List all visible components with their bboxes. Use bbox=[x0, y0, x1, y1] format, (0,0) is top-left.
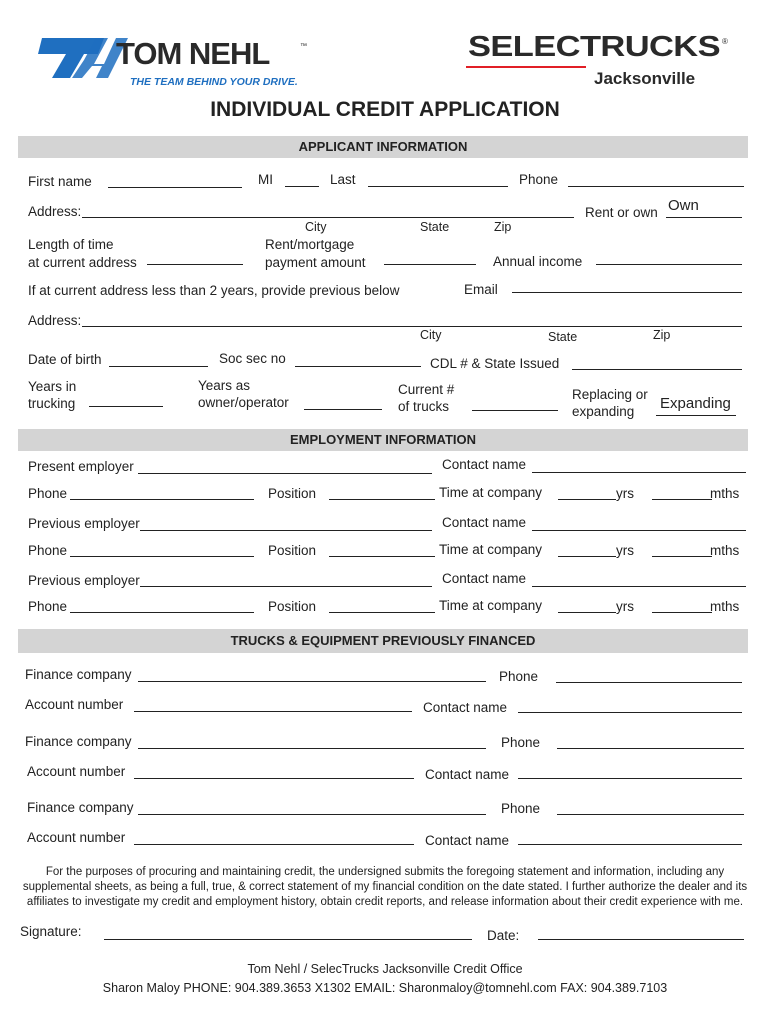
length-of-time-label-2: at current address bbox=[28, 255, 137, 270]
years-owner-label: Years as bbox=[198, 378, 251, 393]
state-caption-2: State bbox=[548, 330, 578, 344]
dob-field[interactable] bbox=[109, 366, 208, 367]
present-employer-label: Present employer bbox=[28, 459, 134, 474]
previous-address-label: Address: bbox=[28, 313, 82, 328]
page-title: INDIVIDUAL CREDIT APPLICATION bbox=[210, 98, 560, 121]
credit-disclaimer: For the purposes of procuring and maintaining credit, the undersigned submits the foregoing statement and information, including any supplemental sheets, as being a full, true, & correct statement of my financial condition on the date stated. I further authorize the dealer and its affiliates to investigate my credit and employment history, obtain credit reports, and release information about their credit experience with me. bbox=[22, 866, 748, 908]
email-field[interactable] bbox=[512, 292, 742, 293]
position-field-2[interactable] bbox=[329, 556, 435, 557]
mi-field[interactable] bbox=[285, 186, 319, 187]
contact-name-field-1[interactable] bbox=[532, 472, 746, 473]
rent-or-own-field[interactable] bbox=[666, 217, 742, 218]
finance-phone-label-3: Phone bbox=[501, 801, 541, 816]
emp-phone-label-1: Phone bbox=[28, 486, 68, 501]
emp-phone-label-3: Phone bbox=[28, 599, 68, 614]
previous-employer-label-1: Previous employer bbox=[28, 516, 140, 531]
months-field-3[interactable] bbox=[652, 612, 712, 613]
position-field-1[interactable] bbox=[329, 499, 435, 500]
trucks-section-header: TRUCKS & EQUIPMENT PREVIOUSLY FINANCED bbox=[18, 629, 748, 653]
finance-contact-label-3: Contact name bbox=[425, 833, 510, 848]
finance-contact-label-1: Contact name bbox=[423, 700, 508, 715]
finance-company-label-2: Finance company bbox=[25, 734, 132, 749]
zip-caption: Zip bbox=[494, 220, 512, 234]
contact-name-label-3: Contact name bbox=[442, 571, 527, 586]
last-name-label: Last bbox=[330, 172, 356, 187]
cdl-label: CDL # & State Issued bbox=[430, 356, 560, 371]
tom-nehl-logo bbox=[38, 30, 313, 90]
dob-label: Date of birth bbox=[28, 352, 102, 367]
length-of-time-field[interactable] bbox=[147, 264, 243, 265]
signature-label: Signature: bbox=[20, 924, 82, 939]
yrs-label-2: yrs bbox=[616, 543, 634, 558]
finance-contact-field-2[interactable] bbox=[518, 778, 742, 779]
finance-phone-label-2: Phone bbox=[501, 735, 541, 750]
account-number-field-3[interactable] bbox=[134, 844, 414, 845]
rent-mortgage-label-2: payment amount bbox=[265, 255, 366, 270]
previous-employer-field-2[interactable] bbox=[140, 586, 432, 587]
account-number-field-2[interactable] bbox=[134, 778, 414, 779]
years-field-2[interactable] bbox=[558, 556, 616, 557]
years-owner-label-2: owner/operator bbox=[198, 395, 289, 410]
position-label-2: Position bbox=[268, 543, 317, 558]
finance-company-field-3[interactable] bbox=[138, 814, 486, 815]
emp-phone-field-3[interactable] bbox=[70, 612, 254, 613]
ssn-label: Soc sec no bbox=[219, 351, 286, 366]
brand-left-tagline: THE TEAM BEHIND YOUR DRIVE. bbox=[130, 76, 298, 88]
time-at-company-label-2: Time at company bbox=[439, 542, 543, 557]
finance-contact-label-2: Contact name bbox=[425, 767, 510, 782]
replacing-label-2: expanding bbox=[572, 404, 635, 419]
years-trucking-label: Years in bbox=[28, 379, 77, 394]
rent-mortgage-label: Rent/mortgage bbox=[265, 237, 355, 252]
previous-address-note: If at current address less than 2 years, provide previous below bbox=[28, 283, 400, 298]
account-number-label-1: Account number bbox=[25, 697, 124, 712]
mths-label-1: mths bbox=[710, 486, 740, 501]
last-name-field[interactable] bbox=[368, 186, 508, 187]
mi-label: MI bbox=[258, 172, 273, 187]
annual-income-field[interactable] bbox=[596, 264, 742, 265]
finance-phone-field-1[interactable] bbox=[556, 682, 742, 683]
cdl-field[interactable] bbox=[572, 369, 742, 370]
time-at-company-label-3: Time at company bbox=[439, 598, 543, 613]
city-caption-2: City bbox=[420, 328, 442, 342]
date-field[interactable] bbox=[538, 939, 744, 940]
address-label: Address: bbox=[28, 204, 82, 219]
years-owner-field[interactable] bbox=[304, 409, 382, 410]
selectrucks-logo bbox=[466, 28, 736, 88]
finance-contact-field-3[interactable] bbox=[518, 844, 742, 845]
years-field-1[interactable] bbox=[558, 499, 616, 500]
position-label-3: Position bbox=[268, 599, 317, 614]
contact-name-label-1: Contact name bbox=[442, 457, 527, 472]
mths-label-2: mths bbox=[710, 543, 740, 558]
rent-or-own-value: Own bbox=[668, 197, 699, 214]
finance-company-label-1: Finance company bbox=[25, 667, 132, 682]
finance-phone-label-1: Phone bbox=[499, 669, 539, 684]
finance-company-field-2[interactable] bbox=[138, 748, 486, 749]
account-number-label-3: Account number bbox=[27, 830, 126, 845]
first-name-field[interactable] bbox=[108, 187, 242, 188]
previous-address-field[interactable] bbox=[82, 326, 742, 327]
current-trucks-field[interactable] bbox=[472, 410, 558, 411]
applicant-section-header: APPLICANT INFORMATION bbox=[18, 136, 748, 158]
svg-text:™: ™ bbox=[300, 43, 307, 50]
present-employer-field[interactable] bbox=[138, 473, 432, 474]
first-name-label: First name bbox=[28, 174, 92, 189]
emp-phone-label-2: Phone bbox=[28, 543, 68, 558]
zip-caption-2: Zip bbox=[653, 328, 671, 342]
emp-phone-field-1[interactable] bbox=[70, 499, 254, 500]
replacing-label: Replacing or bbox=[572, 387, 648, 402]
current-trucks-label: Current # bbox=[398, 382, 455, 397]
yrs-label-3: yrs bbox=[616, 599, 634, 614]
footer-office: Tom Nehl / SelecTrucks Jacksonville Credit Office bbox=[247, 962, 523, 976]
svg-text:®: ® bbox=[722, 37, 728, 46]
phone-label: Phone bbox=[519, 172, 559, 187]
rent-or-own-label: Rent or own bbox=[585, 205, 658, 220]
contact-name-field-3[interactable] bbox=[532, 586, 746, 587]
replacing-value: Expanding bbox=[660, 395, 731, 412]
signature-field[interactable] bbox=[104, 939, 472, 940]
years-trucking-field[interactable] bbox=[89, 406, 163, 407]
state-caption: State bbox=[420, 220, 450, 234]
emp-phone-field-2[interactable] bbox=[70, 556, 254, 557]
position-label-1: Position bbox=[268, 486, 317, 501]
months-field-2[interactable] bbox=[652, 556, 712, 557]
finance-company-field-1[interactable] bbox=[138, 681, 486, 682]
city-caption: City bbox=[305, 220, 327, 234]
brand-right-name: SELECTRUCKS bbox=[468, 31, 721, 63]
finance-contact-field-1[interactable] bbox=[518, 712, 742, 713]
contact-name-field-2[interactable] bbox=[532, 530, 746, 531]
finance-phone-field-3[interactable] bbox=[557, 814, 744, 815]
years-field-3[interactable] bbox=[558, 612, 616, 613]
account-number-label-2: Account number bbox=[27, 764, 126, 779]
contact-name-label-2: Contact name bbox=[442, 515, 527, 530]
position-field-3[interactable] bbox=[329, 612, 435, 613]
mths-label-3: mths bbox=[710, 599, 740, 614]
current-trucks-label-2: of trucks bbox=[398, 399, 450, 414]
date-label: Date: bbox=[487, 928, 520, 943]
finance-company-label-3: Finance company bbox=[27, 800, 134, 815]
years-trucking-label-2: trucking bbox=[28, 396, 76, 411]
previous-employer-field-1[interactable] bbox=[140, 530, 432, 531]
address-field[interactable] bbox=[82, 217, 574, 218]
time-at-company-label-1: Time at company bbox=[439, 485, 543, 500]
replacing-field[interactable] bbox=[656, 415, 736, 416]
brand-left-name: TOM NEHL bbox=[116, 36, 270, 71]
annual-income-label: Annual income bbox=[493, 254, 583, 269]
footer-contact: Sharon Maloy PHONE: 904.389.3653 X1302 EMAIL: Sharonmaloy@tomnehl.com FAX: 904.389.7103 bbox=[102, 981, 668, 995]
brand-right-location: Jacksonville bbox=[594, 69, 696, 88]
ssn-field[interactable] bbox=[295, 366, 421, 367]
previous-employer-label-2: Previous employer bbox=[28, 573, 140, 588]
months-field-1[interactable] bbox=[652, 499, 712, 500]
yrs-label-1: yrs bbox=[616, 486, 634, 501]
length-of-time-label: Length of time bbox=[28, 237, 114, 252]
email-label: Email bbox=[464, 282, 498, 297]
phone-field[interactable] bbox=[568, 186, 744, 187]
finance-phone-field-2[interactable] bbox=[557, 748, 744, 749]
employment-section-header: EMPLOYMENT INFORMATION bbox=[18, 429, 748, 451]
account-number-field-1[interactable] bbox=[134, 711, 412, 712]
rent-mortgage-field[interactable] bbox=[384, 264, 476, 265]
